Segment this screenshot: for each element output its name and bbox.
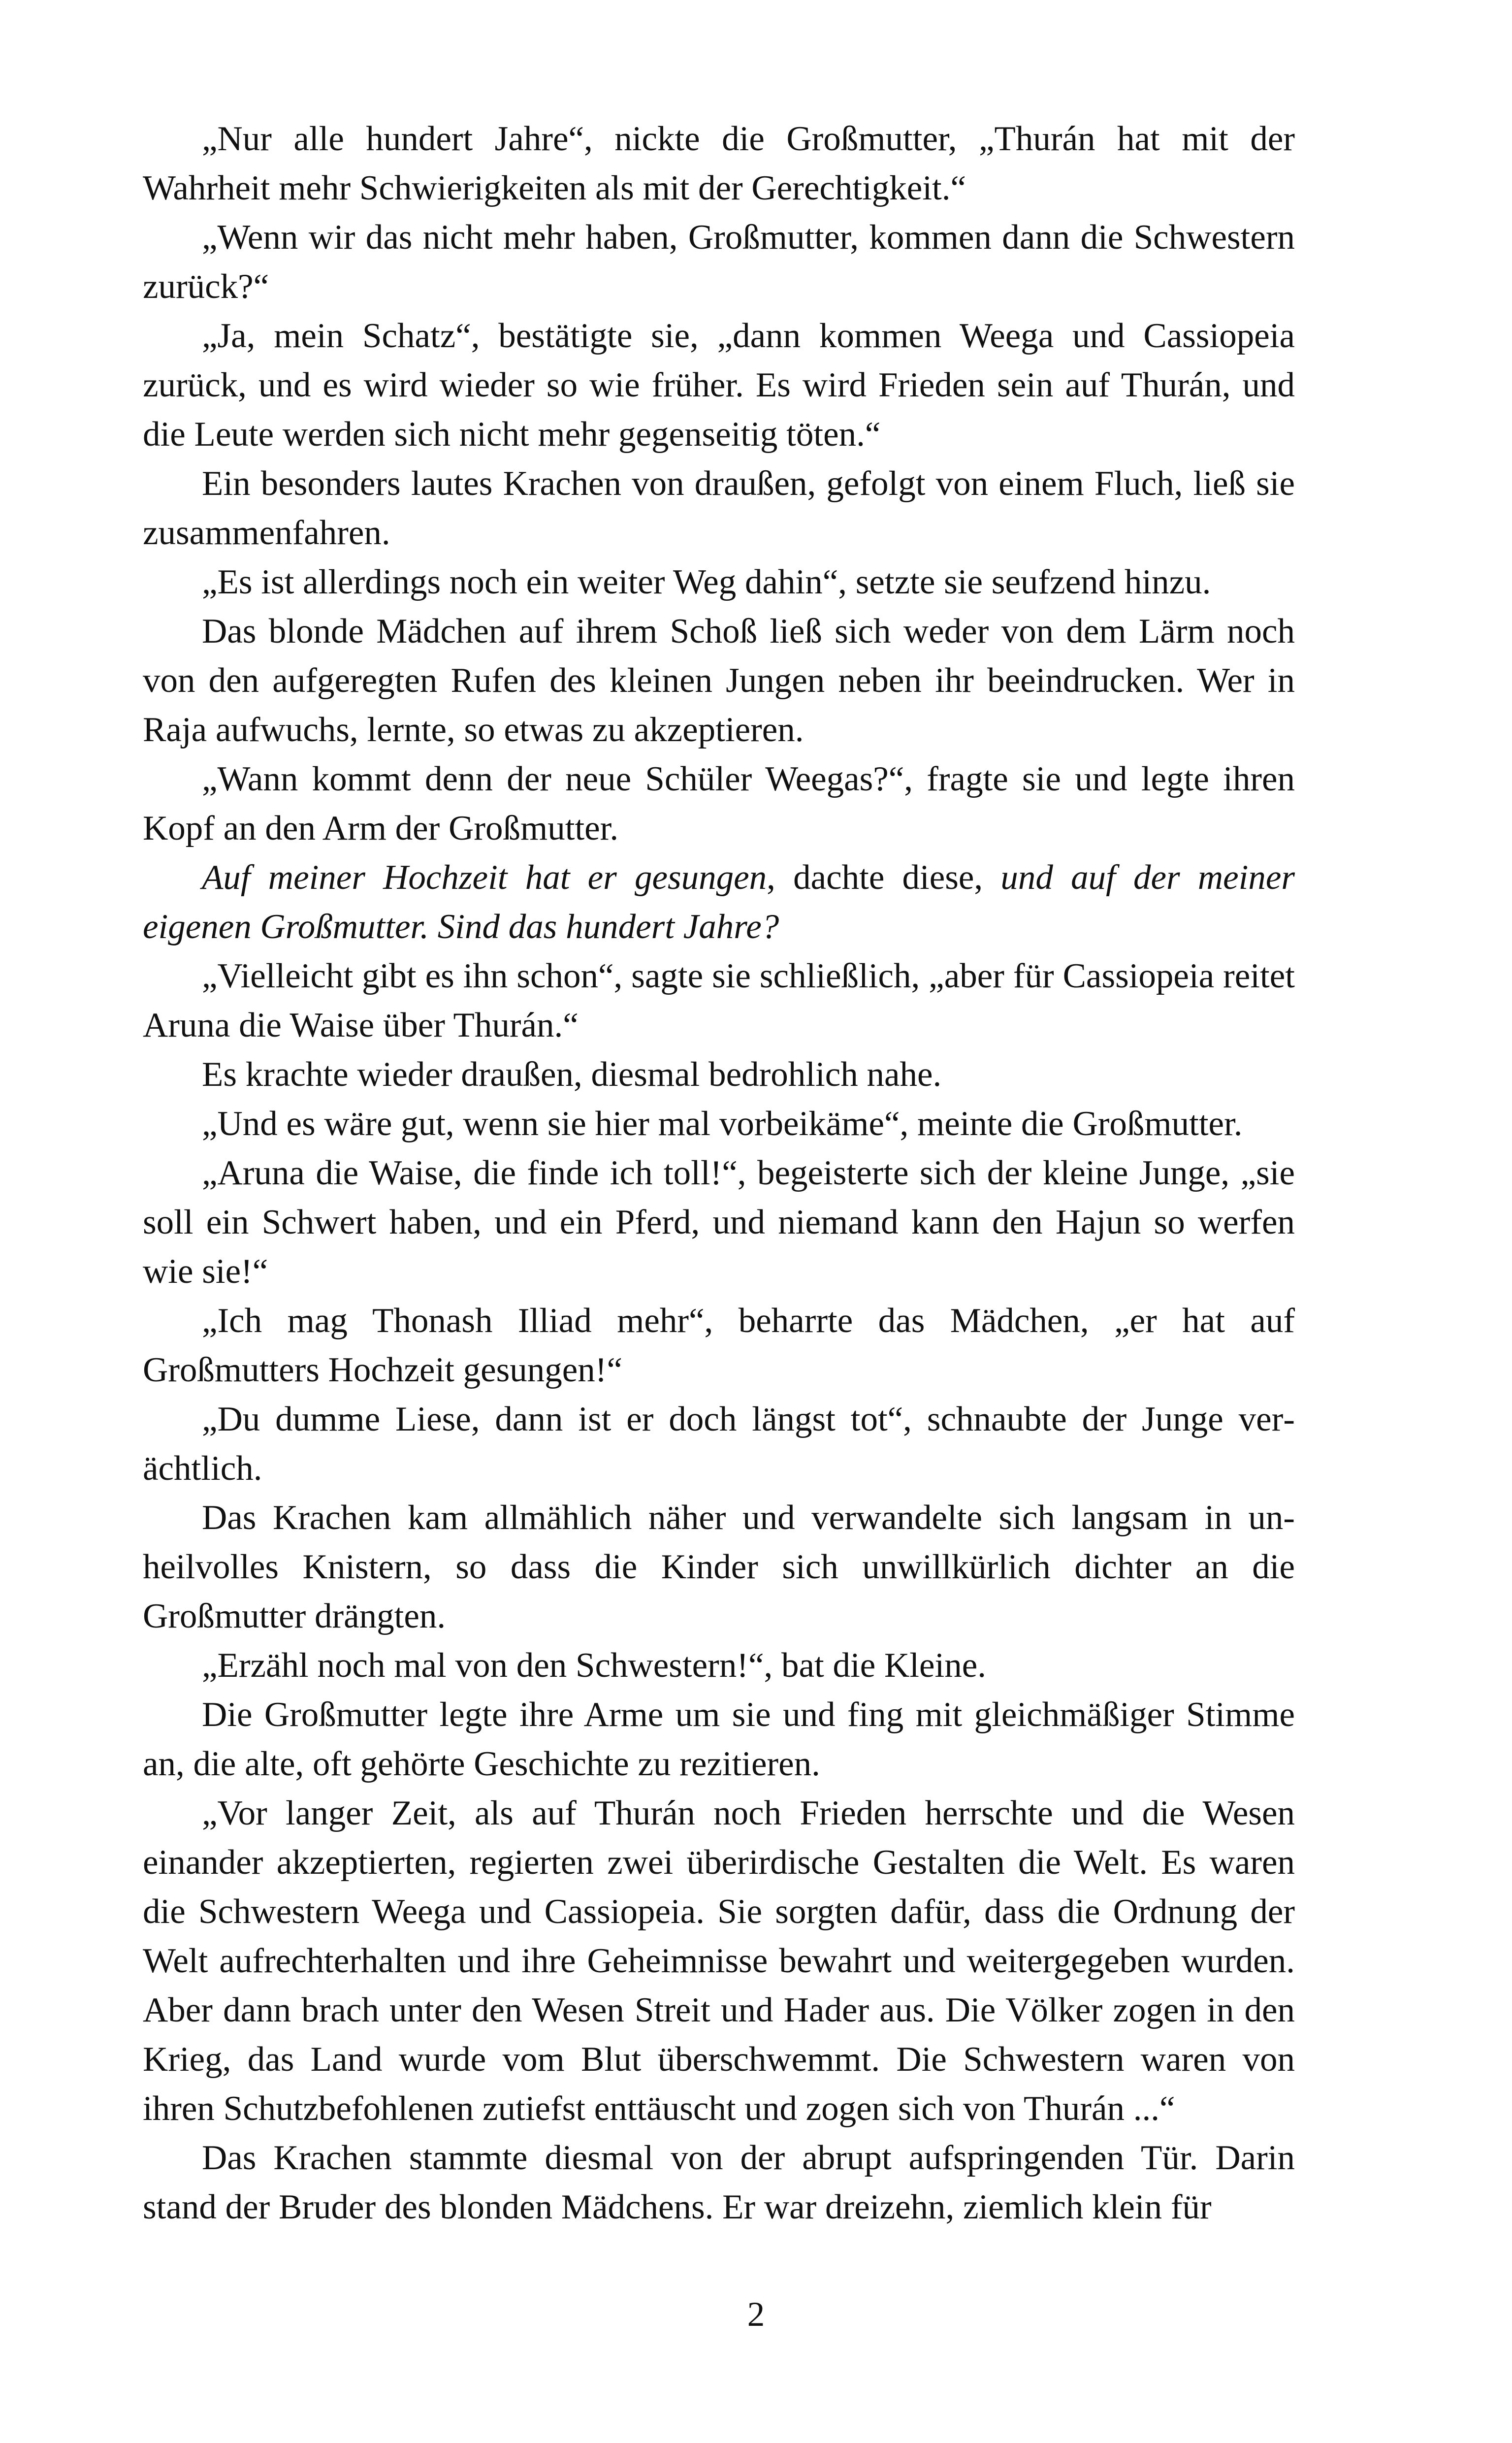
text-segment: „Du dumme Liese, dann ist er doch längst tot“, schnaubte der Junge verächtlich.: [143, 1400, 1295, 1488]
paragraph: [143, 1690, 1295, 1789]
paragraph: [143, 1493, 1295, 1641]
text-segment: „Ja, mein Schatz“, bestätigte sie, „dann kommen Weega und Cassiopeia zurück, und es wird wieder so wie früher. Es wird Frieden sein auf Thurán, und die Leute werden sich nicht mehr gegenseitig töten.“: [143, 317, 1295, 454]
text-segment: Die Großmutter legte ihre Arme um sie und fing mit gleichmäßiger Stimme an, die alte, oft gehörte Geschichte zu rezitieren.: [143, 1695, 1295, 1783]
paragraph: [143, 754, 1295, 853]
text-segment: Das Krachen stammte diesmal von der abrupt aufspringenden Tür. Darin stand der Bruder des blonden Mädchens. Er war dreizehn, ziemlich klein für: [143, 2139, 1295, 2226]
text-segment: Ein besonders lautes Krachen von draußen, gefolgt von einem Fluch, ließ sie zusammenfahren.: [143, 464, 1295, 552]
paragraph: [143, 2133, 1295, 2232]
paragraph: [143, 1789, 1295, 2133]
page-body-text: [143, 114, 1295, 2232]
text-segment: „Wenn wir das nicht mehr haben, Großmutter, kommen dann die Schwestern zurück?“: [143, 218, 1295, 306]
text-segment: „Es ist allerdings noch ein weiter Weg dahin“, setzte sie seufzend hinzu.: [202, 563, 1211, 601]
italic-text: Auf meiner Hochzeit hat er gesungen: [202, 858, 767, 897]
text-segment: „Wann kommt denn der neue Schüler Weegas?“, fragte sie und legte ihren Kopf an den Arm der Großmutter.: [143, 760, 1295, 847]
italic-text: und auf der meiner eigenen Großmutter. Sind das hundert Jahre?: [143, 858, 1295, 946]
text-segment: „Vielleicht gibt es ihn schon“, sagte sie schließlich, „aber für Cassiopeia reitet Aruna die Waise über Thurán.“: [143, 957, 1295, 1044]
text-segment: „Vor langer Zeit, als auf Thurán noch Frieden herrschte und die Wesen einander akzeptierten, regierten zwei überirdische Gestalten die Welt. Es waren die Schwestern Weega und Cassiopeia. Sie sorgten dafür, dass die Ordnung der Welt aufrechterhalten und ihre Geheimnisse bewahrt und weitergegeben wurden. Aber dann brach unter den Wesen Streit und Hader aus. Die Völker zogen in den Krieg, das Land wurde vom Blut überschwemmt. Die Schwestern waren von ihren Schutzbefohlenen zutiefst enttäuscht und zogen sich von Thurán ...“: [143, 1794, 1295, 2128]
text-segment: Es krachte wieder draußen, diesmal bedrohlich nahe.: [202, 1055, 942, 1094]
paragraph: [143, 213, 1295, 311]
paragraph: [143, 1148, 1295, 1296]
text-segment: „Und es wäre gut, wenn sie hier mal vorbeikäme“, meinte die Großmutter.: [202, 1105, 1243, 1143]
text-segment: „Ich mag Thonash Illiad mehr“, beharrte das Mädchen, „er hat auf Großmutters Hochzeit gesungen!“: [143, 1302, 1295, 1389]
paragraph: [143, 1050, 1295, 1099]
paragraph: [143, 459, 1295, 557]
page-number: 2: [747, 2295, 765, 2334]
text-segment: Das blonde Mädchen auf ihrem Schoß ließ sich weder von dem Lärm noch von den aufgeregten Rufen des kleinen Jungen neben ihr beeindrucken. Wer in Raja aufwuchs, lernte, so etwas zu akzeptieren.: [143, 612, 1295, 749]
paragraph: [143, 311, 1295, 459]
paragraph: [143, 853, 1295, 951]
paragraph: [143, 1099, 1295, 1148]
paragraph: [143, 114, 1295, 213]
text-segment: Das Krachen kam allmählich näher und verwandelte sich langsam in unheilvolles Knistern, so dass die Kinder sich unwillkürlich dichter an die Großmutter drängten.: [143, 1498, 1295, 1635]
paragraph: [143, 951, 1295, 1050]
paragraph: [143, 1641, 1295, 1690]
paragraph: [143, 1296, 1295, 1395]
text-segment: „Nur alle hundert Jahre“, nickte die Großmutter, „Thurán hat mit der Wahrheit mehr Schwierigkeiten als mit der Gerechtigkeit.“: [143, 120, 1295, 207]
text-segment: „Aruna die Waise, die finde ich toll!“, begeisterte sich der kleine Junge, „sie soll ein Schwert haben, und ein Pferd, und niemand kann den Hajun so werfen wie sie!“: [143, 1154, 1295, 1291]
text-segment: , dachte diese,: [767, 858, 1001, 897]
paragraph: [143, 1395, 1295, 1493]
paragraph: [143, 607, 1295, 754]
paragraph: [143, 557, 1295, 607]
text-segment: „Erzähl noch mal von den Schwestern!“, bat die Kleine.: [202, 1646, 986, 1685]
